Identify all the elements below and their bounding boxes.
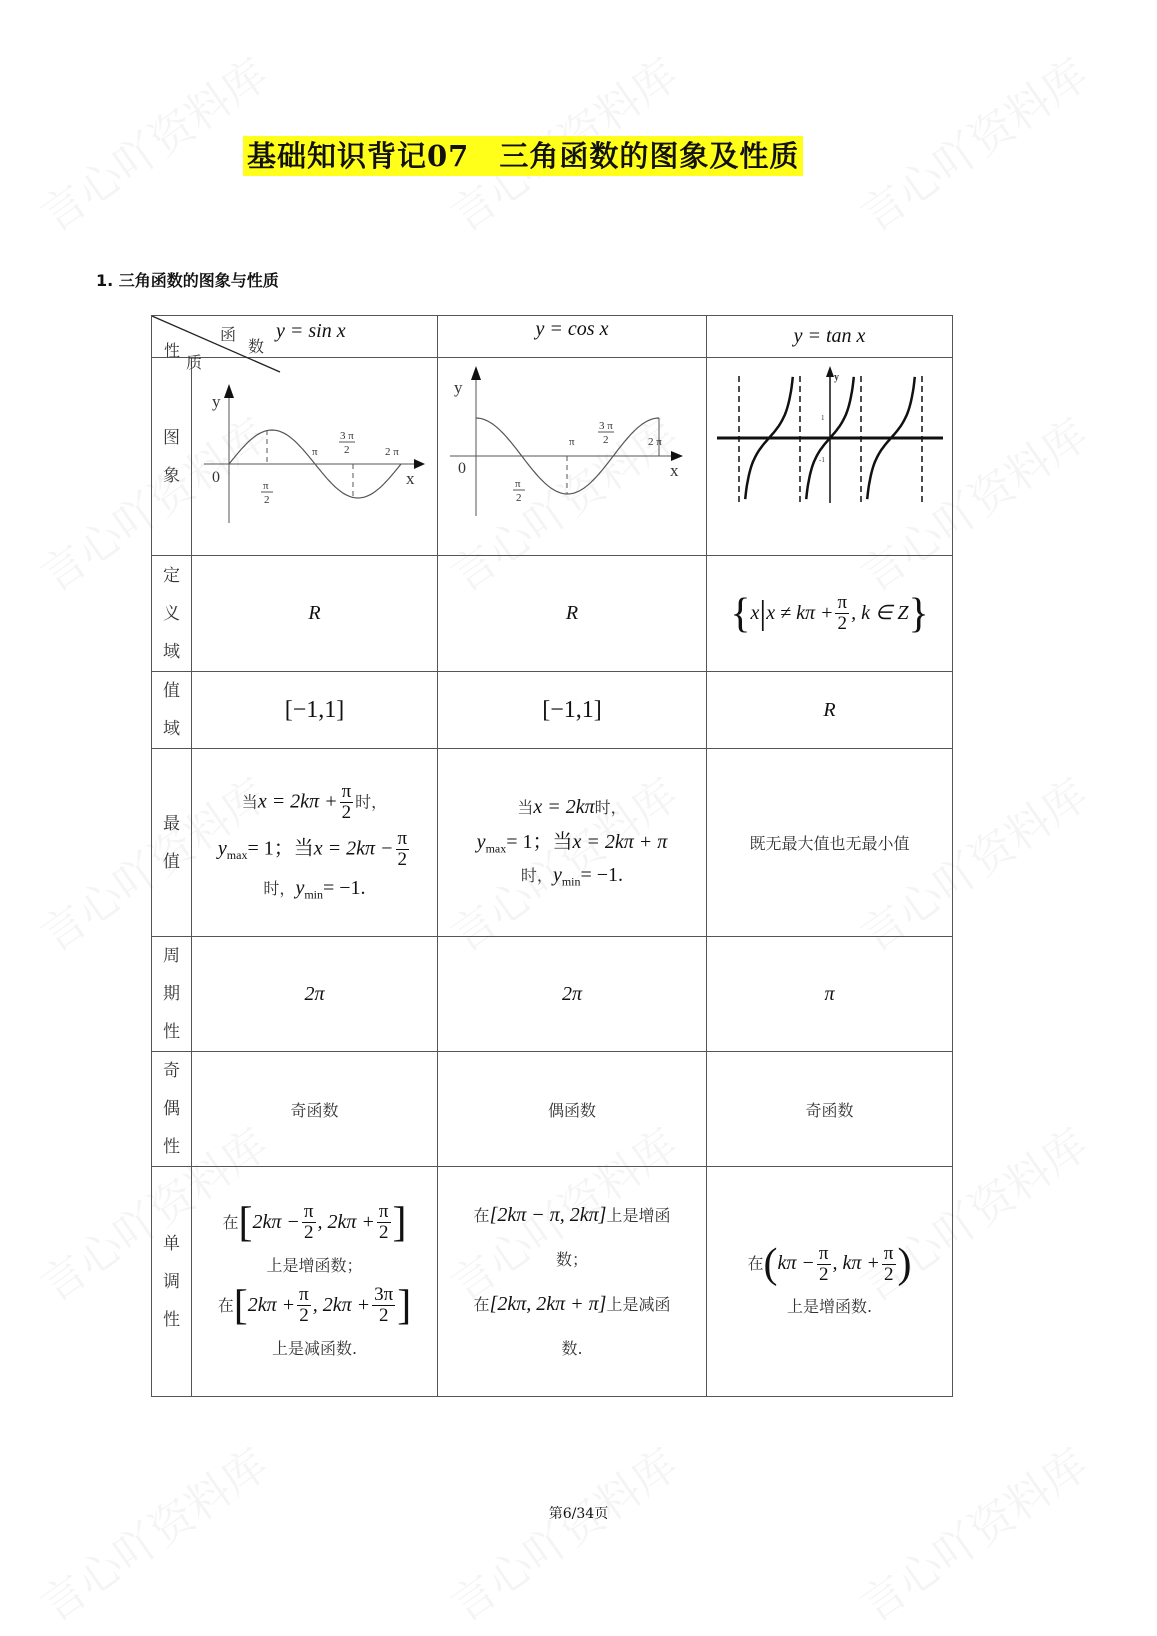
text: π [883, 1242, 894, 1264]
sin-graph [192, 358, 437, 550]
text: ) [897, 1241, 912, 1287]
text: 时， [520, 866, 553, 885]
text: 2 [818, 1263, 829, 1285]
tick-label: 2 [264, 494, 270, 506]
text: π [378, 1201, 389, 1222]
text: 2 [378, 1222, 389, 1243]
text: 图 [163, 427, 180, 448]
tick-label: π [263, 480, 269, 492]
row-graph [152, 358, 953, 556]
text: 时， [263, 879, 296, 899]
text: kπ − [777, 1252, 815, 1274]
text: π [837, 592, 848, 613]
text: max [485, 842, 507, 856]
text: 当 [241, 792, 258, 812]
sin-graph-cell [192, 358, 438, 556]
tan-range: R [823, 698, 836, 721]
text: 性 [163, 1309, 180, 1330]
trig-properties-table [151, 315, 953, 1397]
text: 2 [883, 1263, 894, 1285]
tan-monotonic [707, 1167, 953, 1397]
text: 在 [473, 1294, 490, 1314]
text: y [552, 864, 562, 886]
text: , kπ + [832, 1252, 880, 1274]
tick-label: 3 π [340, 430, 354, 442]
row-label [152, 672, 192, 749]
sin-parity: 奇函数 [290, 1100, 339, 1120]
text: π [397, 828, 408, 850]
header-tan: y = tan x [793, 325, 866, 347]
text: x = 2kπ − [313, 837, 394, 860]
cos-graph-cell [438, 358, 707, 556]
text: { [730, 590, 751, 637]
sin-extremes [192, 749, 438, 937]
text: x = 2kπ + [257, 790, 338, 813]
header-cos: y = cos x [535, 318, 609, 340]
row-extremes [152, 749, 953, 937]
sin-period: 2π [304, 982, 325, 1005]
text: 数. [561, 1338, 583, 1358]
text: 2 [299, 1305, 309, 1326]
text: 当 [517, 798, 534, 818]
text: ] [392, 1199, 407, 1246]
tick-label: 2 [603, 434, 609, 446]
text: 性 [163, 1137, 180, 1157]
text: y [476, 831, 486, 854]
text: , k ∈ Z [851, 601, 909, 624]
text: 上是减函数. [271, 1338, 358, 1358]
text: [ [233, 1282, 248, 1329]
text: ] [397, 1282, 412, 1329]
tick-label: -1 [819, 456, 825, 464]
table-header-row [152, 316, 953, 358]
row-domain [152, 556, 953, 672]
corner-label: 性 [164, 341, 181, 360]
text: 定 [163, 565, 180, 586]
text: π [818, 1242, 829, 1264]
text: 象 [163, 465, 180, 486]
text: 2kπ + [247, 1293, 296, 1316]
tick-label: 2 [516, 492, 522, 504]
text: 上是增函数； [266, 1255, 363, 1275]
row-monotonic [152, 1167, 953, 1397]
tick-label: 2 π [385, 446, 399, 458]
row-period [152, 937, 953, 1052]
corner-label: 数 [248, 337, 265, 356]
cos-monotonic [438, 1167, 707, 1397]
row-parity [152, 1052, 953, 1167]
text: [ [238, 1199, 253, 1246]
y-axis-label: y [212, 392, 221, 411]
cos-period: 2π [561, 982, 583, 1005]
x-axis-label: x [406, 469, 415, 488]
text: 单 [163, 1233, 180, 1254]
tick-label: π [312, 446, 318, 458]
sin-domain: R [308, 602, 321, 624]
text: 2 [378, 1305, 389, 1326]
text: ( [763, 1241, 778, 1287]
text: 2kπ − [252, 1210, 300, 1233]
text: 值 [163, 851, 180, 872]
text: x ≠ kπ + [766, 601, 834, 624]
text: x [750, 601, 760, 624]
text: 最 [163, 813, 180, 834]
text: 值 [163, 681, 180, 701]
tick-label: 1 [821, 414, 825, 422]
cos-parity: 偶函数 [547, 1100, 596, 1120]
text: min [561, 874, 581, 889]
row-label [152, 556, 192, 672]
tan-graph [707, 358, 952, 550]
cos-graph [438, 358, 706, 550]
tan-extremes: 既无最大值也无最小值 [749, 834, 910, 853]
text: 2 [837, 613, 848, 634]
tick-label: 2 π [648, 436, 662, 448]
corner-header [152, 316, 438, 372]
watermark [846, 1430, 1099, 1634]
watermark [26, 1430, 279, 1634]
corner-label: 函 [220, 325, 237, 344]
text: y [217, 837, 227, 860]
text: 奇 [163, 1061, 180, 1081]
row-label [152, 1167, 192, 1397]
text: = −1. [323, 877, 366, 900]
text: 3π [374, 1284, 394, 1305]
text: x = 2kπ [533, 796, 595, 819]
text: 时， [355, 792, 388, 812]
text: , 2kπ + [312, 1293, 371, 1316]
watermark [436, 1430, 689, 1634]
text: π [303, 1201, 314, 1222]
cos-domain: R [565, 602, 579, 624]
text: 2 [303, 1222, 314, 1243]
text: } [908, 590, 929, 637]
text: π [299, 1284, 309, 1305]
text: 期 [163, 984, 180, 1004]
corner-label: 质 [186, 353, 203, 372]
text: 2 [341, 802, 352, 824]
text: 在 [217, 1295, 234, 1315]
text: 2 [397, 849, 408, 871]
text: 上是减函 [606, 1294, 671, 1314]
row-label [152, 1052, 192, 1167]
text: π [341, 781, 352, 803]
sin-monotonic [192, 1167, 438, 1397]
text: [2kπ − π, 2kπ] [489, 1203, 607, 1226]
text: 上是增函数. [786, 1297, 873, 1316]
text: 上是增函 [606, 1205, 671, 1225]
watermark [846, 40, 1099, 244]
text: x = 2kπ + π [572, 831, 668, 854]
tick-label: π [569, 436, 575, 448]
page-number: 第6/34页 [548, 1506, 609, 1522]
text: 周 [163, 946, 180, 966]
row-range [152, 672, 953, 749]
text: 义 [163, 603, 180, 624]
watermark [26, 40, 279, 244]
text: 域 [163, 719, 180, 739]
row-label [152, 358, 192, 556]
text: 在 [747, 1254, 764, 1273]
section-heading: 1. 三角函数的图象与性质 [96, 271, 279, 290]
origin-label: 0 [458, 460, 466, 477]
text: max [226, 848, 248, 863]
tick-label: 2 [344, 444, 350, 456]
cos-extremes [438, 749, 707, 937]
text: 域 [163, 641, 180, 662]
text: = −1. [580, 864, 624, 886]
text: 在 [222, 1212, 239, 1232]
y-axis-label: y [834, 372, 839, 383]
text: 性 [163, 1022, 180, 1042]
tan-domain: {x|x ≠ kπ + $\frac{\pi}{2}$ , k ∈ Z} [707, 556, 953, 672]
header-sin: y = sin x [276, 320, 346, 342]
text: 偶 [163, 1099, 180, 1119]
text: = 1；当 [247, 837, 314, 860]
text: , 2kπ + [317, 1210, 375, 1233]
x-axis-label: x [670, 461, 679, 480]
sin-range: [−1,1] [284, 696, 345, 723]
origin-label: 0 [212, 469, 220, 486]
tan-graph-cell [707, 358, 953, 556]
page-title: 基础知识背记07 三角函数的图象及性质 [243, 136, 803, 176]
tan-period: π [824, 982, 835, 1005]
text: 数； [555, 1249, 588, 1269]
text: 时， [594, 798, 627, 818]
text: [2kπ, 2kπ + π] [489, 1292, 607, 1315]
text: 调 [163, 1271, 180, 1292]
cos-range: [−1,1] [542, 696, 602, 723]
tick-label: π [515, 478, 521, 490]
tan-parity: 奇函数 [805, 1100, 854, 1120]
text: = 1；当 [506, 831, 573, 854]
text: min [304, 887, 323, 902]
row-label [152, 937, 192, 1052]
text: y [295, 877, 305, 900]
tick-label: 3 π [599, 420, 613, 432]
row-label [152, 749, 192, 937]
text: 在 [473, 1205, 490, 1225]
y-axis-label: y [454, 378, 463, 397]
